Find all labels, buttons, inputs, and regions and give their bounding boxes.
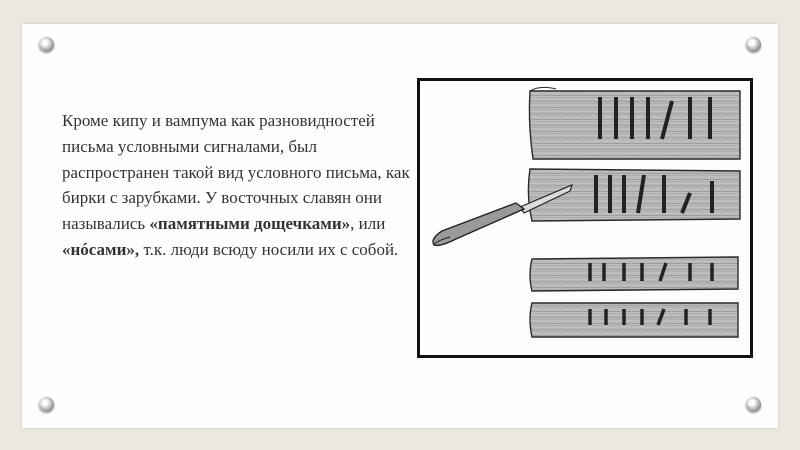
pushpin-icon: [746, 37, 761, 52]
body-paragraph: [62, 108, 414, 263]
tally-stick-4: [530, 303, 738, 337]
paragraph-text-3: т.к. люди всюду носили их с собой.: [139, 239, 399, 259]
paragraph-text-2: , или: [350, 214, 386, 234]
pushpin-icon: [746, 397, 761, 412]
illustration-frame: [417, 78, 753, 358]
tally-sticks-illustration: [420, 81, 750, 355]
tally-stick-3: [530, 257, 738, 291]
paragraph-bold-term-1: «памятными дощечками»: [149, 214, 351, 234]
pushpin-icon: [39, 397, 54, 412]
paragraph-bold-term-2: «нóсами»,: [62, 239, 140, 259]
pushpin-icon: [39, 37, 54, 52]
tally-stick-1: [529, 87, 740, 159]
paragraph-text-1: Кроме кипу и вампума как разновидностей письма условными сигналами, был распространен такой вид условного письма, как бирки с зарубками. У восточных славян они назывались: [62, 111, 410, 234]
